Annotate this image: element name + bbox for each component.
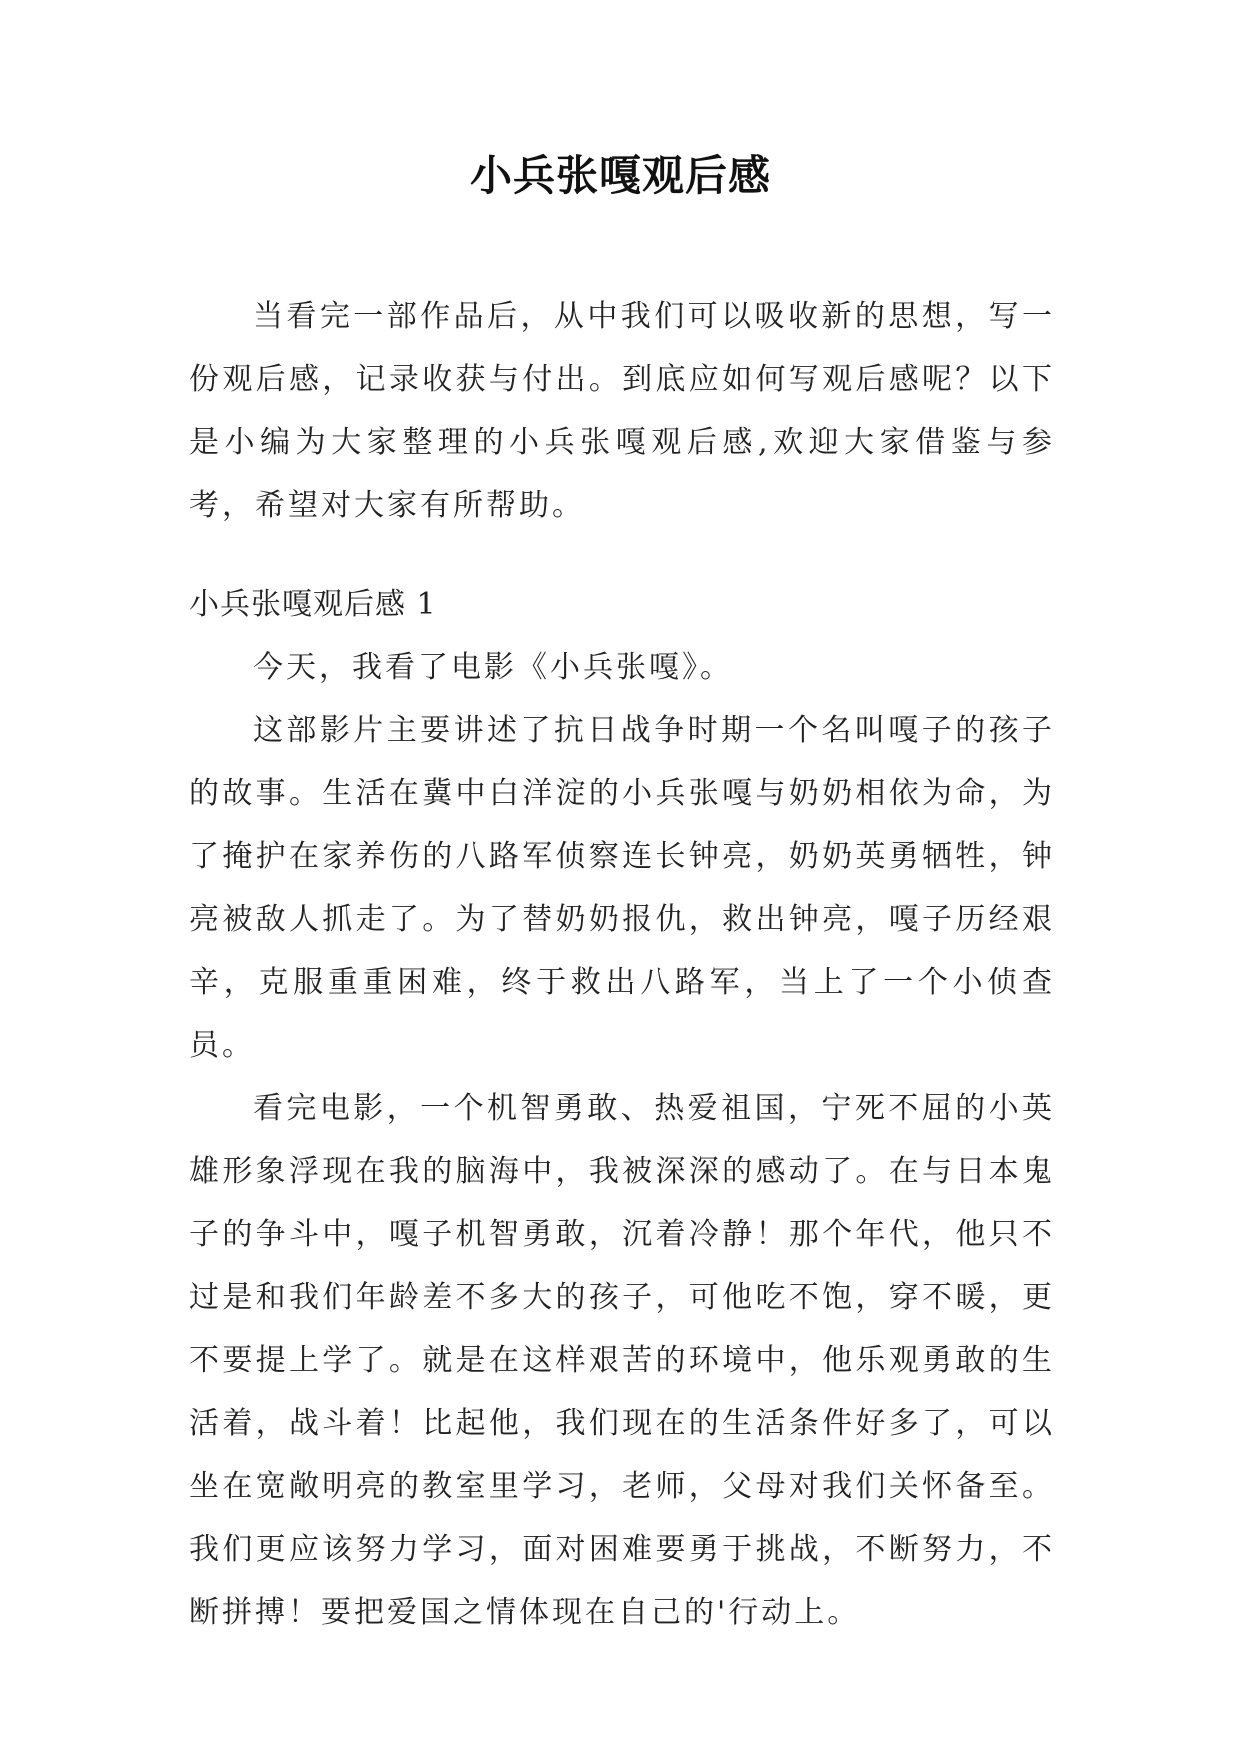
section-body — [189, 636, 1055, 1644]
body-paragraph: 看完电影，一个机智勇敢、热爱祖国，宁死不屈的小英雄形象浮现在我的脑海中，我被深深的感动了。在与日本鬼子的争斗中，嘎子机智勇敢，沉着冷静！那个年代，他只不过是和我们年龄差不多大的孩子，可他吃不饱，穿不暖，更不要提上学了。就是在这样艰苦的环境中，他乐观勇敢的生活着，战斗着！比起他，我们现在的生活条件好多了，可以坐在宽敞明亮的教室里学习，老师，父母对我们关怀备至。我们更应该努力学习，面对困难要勇于挑战，不断努力，不断拼搏！要把爱国之情体现在自己的'行动上。 — [189, 1091, 1055, 1630]
intro-section — [189, 285, 1055, 537]
intro-paragraph: 当看完一部作品后，从中我们可以吸收新的思想，写一份观后感，记录收获与付出。到底应如何写观后感呢？以下是小编为大家整理的小兵张嘎观后感,欢迎大家借鉴与参考，希望对大家有所帮助。 — [189, 299, 1055, 523]
body-paragraph: 这部影片主要讲述了抗日战争时期一个名叫嘎子的孩子的故事。生活在冀中白洋淀的小兵张嘎与奶奶相依为命，为了掩护在家养伤的八路军侦察连长钟亮，奶奶英勇牺牲，钟亮被敌人抓走了。为了替奶奶报仇，救出钟亮，嘎子历经艰辛，克服重重困难，终于救出八路军，当上了一个小侦查员。 — [189, 713, 1055, 1063]
body-paragraph: 今天，我看了电影《小兵张嘎》。 — [253, 650, 733, 685]
section-heading: 小兵张嘎观后感 1 — [189, 587, 437, 622]
page-title: 小兵张嘎观后感 — [469, 151, 771, 200]
